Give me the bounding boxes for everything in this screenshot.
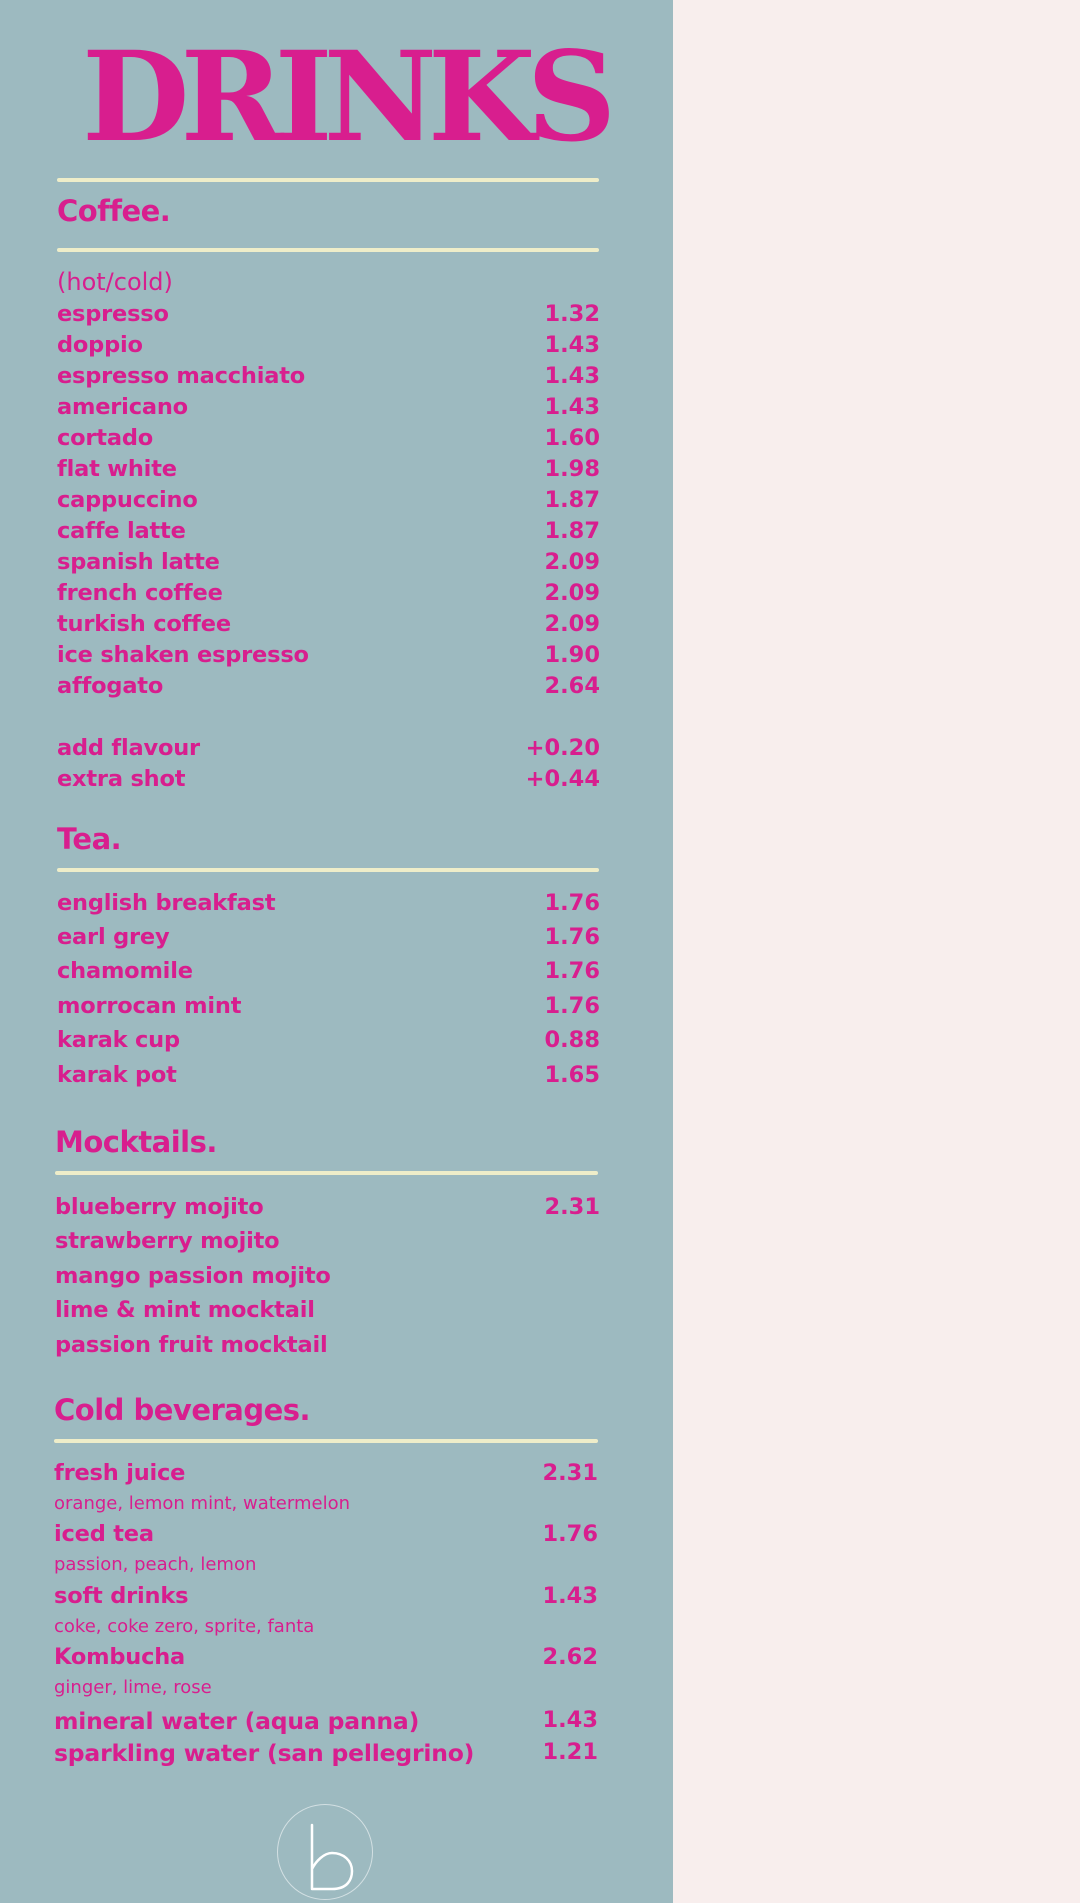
list-item [0, 487, 600, 517]
item-price: 1.98 [544, 456, 600, 482]
item-name: chamomile [57, 958, 193, 984]
list-item [0, 394, 600, 424]
item-name: blueberry mojito [55, 1194, 264, 1220]
item-name: doppio [57, 332, 143, 358]
list-item [0, 993, 600, 1025]
item-price: 1.87 [544, 487, 600, 513]
item-price: 1.76 [544, 958, 600, 984]
list-item [0, 580, 600, 610]
item-name: espresso macchiato [57, 363, 306, 389]
item-name: caffe latte [57, 518, 186, 544]
item-price: 1.90 [544, 642, 600, 668]
list-item [0, 1739, 598, 1771]
item-name: flat white [57, 456, 177, 482]
item-name: french coffee [57, 580, 223, 606]
item-name: mineral water (aqua panna) [54, 1707, 420, 1735]
list-item [0, 611, 600, 641]
item-name: add flavour [57, 735, 200, 761]
list-item [0, 1027, 600, 1059]
list-item [0, 1263, 600, 1295]
item-name: soft drinks [54, 1583, 189, 1609]
list-item [0, 1644, 598, 1676]
item-name: strawberry mojito [55, 1228, 280, 1254]
list-item [0, 766, 600, 796]
item-price: +0.44 [525, 766, 600, 792]
item-price: 1.43 [544, 363, 600, 389]
brand-logo [277, 1804, 373, 1900]
section-heading-mocktails: Mocktails. [55, 1125, 217, 1159]
divider [57, 248, 599, 252]
item-name: spanish latte [57, 549, 220, 575]
b-monogram-icon [278, 1805, 374, 1901]
item-price: 1.21 [542, 1739, 598, 1765]
item-description: ginger, lime, rose [54, 1677, 212, 1698]
item-name: ice shaken espresso [57, 642, 309, 668]
item-price: 1.87 [544, 518, 600, 544]
list-item [0, 1194, 600, 1226]
item-price: 1.43 [542, 1583, 598, 1609]
item-price: 2.64 [544, 673, 600, 699]
list-item [0, 363, 600, 393]
item-price: 1.76 [542, 1521, 598, 1547]
item-price: 1.43 [542, 1707, 598, 1733]
list-item [0, 1297, 600, 1329]
item-price: 0.88 [544, 1027, 600, 1053]
item-name: english breakfast [57, 890, 276, 916]
item-price: 2.09 [544, 580, 600, 606]
item-name: cappuccino [57, 487, 198, 513]
item-description: coke, coke zero, sprite, fanta [54, 1616, 315, 1637]
item-price: 1.76 [544, 993, 600, 1019]
list-item [0, 301, 600, 331]
list-item [0, 924, 600, 956]
list-item [0, 332, 600, 362]
list-item [0, 1707, 598, 1739]
item-price: 2.62 [542, 1644, 598, 1670]
divider [57, 178, 599, 182]
item-name: morrocan mint [57, 993, 242, 1019]
item-name: Kombucha [54, 1644, 186, 1670]
list-item [0, 425, 600, 455]
list-item [0, 1583, 598, 1615]
item-price: 1.43 [544, 394, 600, 420]
list-item [0, 549, 600, 579]
item-price: 2.31 [544, 1194, 600, 1220]
section-heading-coffee: Coffee. [57, 194, 171, 228]
item-price: 1.43 [544, 332, 600, 358]
list-item [0, 1332, 600, 1364]
list-item [0, 456, 600, 486]
item-name: lime & mint mocktail [55, 1297, 315, 1323]
list-item [0, 518, 600, 548]
list-item [0, 735, 600, 765]
menu-title: DRINKS [82, 25, 608, 170]
coffee-note: (hot/cold) [57, 268, 173, 296]
item-name: passion fruit mocktail [55, 1332, 328, 1358]
item-price: 2.09 [544, 611, 600, 637]
item-price: 2.09 [544, 549, 600, 575]
item-name: fresh juice [54, 1460, 186, 1486]
item-name: americano [57, 394, 188, 420]
item-name: earl grey [57, 924, 170, 950]
divider [55, 1171, 598, 1175]
list-item [0, 958, 600, 990]
item-price: +0.20 [525, 735, 600, 761]
section-heading-tea: Tea. [57, 822, 122, 856]
item-name: turkish coffee [57, 611, 231, 637]
item-name: extra shot [57, 766, 186, 792]
list-item [0, 1228, 600, 1260]
item-name: mango passion mojito [55, 1263, 331, 1289]
item-price: 2.31 [542, 1460, 598, 1486]
list-item [0, 673, 600, 703]
list-item [0, 1062, 600, 1094]
list-item [0, 642, 600, 672]
list-item [0, 890, 600, 922]
item-name: karak pot [57, 1062, 177, 1088]
section-heading-cold-beverages: Cold beverages. [54, 1393, 311, 1427]
item-name: sparkling water (san pellegrino) [54, 1739, 475, 1767]
item-price: 1.76 [544, 924, 600, 950]
item-price: 1.76 [544, 890, 600, 916]
item-description: orange, lemon mint, watermelon [54, 1493, 350, 1514]
divider [54, 1439, 598, 1443]
item-price: 1.32 [544, 301, 600, 327]
item-name: cortado [57, 425, 153, 451]
list-item [0, 1460, 598, 1492]
item-name: iced tea [54, 1521, 154, 1547]
item-name: espresso [57, 301, 169, 327]
item-name: affogato [57, 673, 164, 699]
item-description: passion, peach, lemon [54, 1554, 257, 1575]
divider [57, 868, 599, 872]
item-price: 1.65 [544, 1062, 600, 1088]
item-name: karak cup [57, 1027, 180, 1053]
item-price: 1.60 [544, 425, 600, 451]
list-item [0, 1521, 598, 1553]
